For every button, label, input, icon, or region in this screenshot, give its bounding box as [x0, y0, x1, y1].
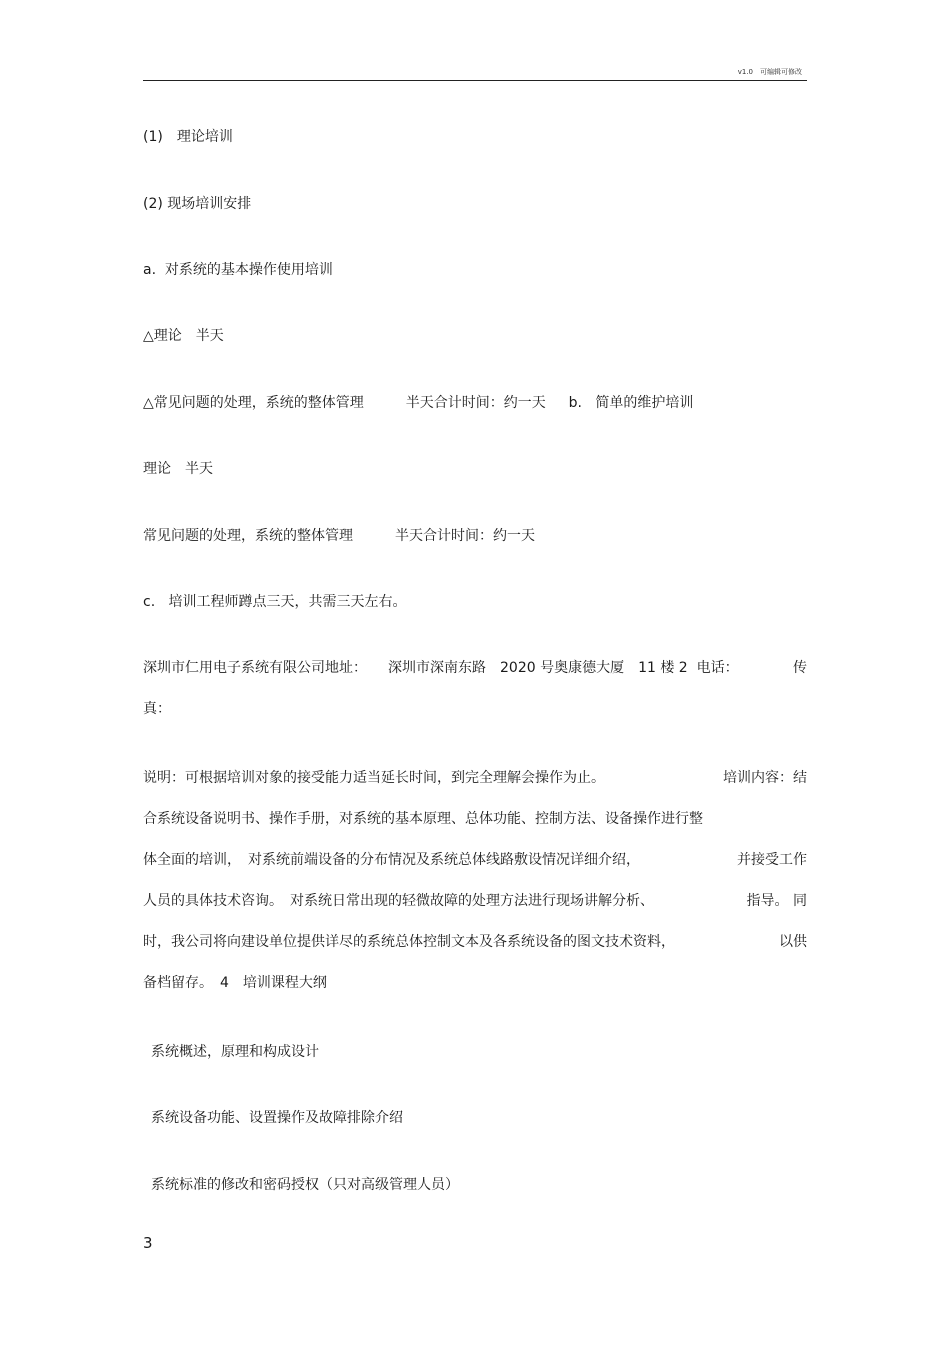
outline-item-standards: 系统标准的修改和密码授权（只对高级管理人员） — [151, 1177, 459, 1193]
item-basic-operation: a. 对系统的基本操作使用培训 — [143, 262, 333, 278]
outline-item-equipment: 系统设备功能、设置操作及故障排除介绍 — [151, 1110, 403, 1126]
address-text: 深圳市仁用电子系统有限公司地址： 深圳市深南东路 2020 号奥康德大厦 11 楼 2 电话： — [143, 660, 739, 676]
desc-line-6: 备档留存。 4 培训课程大纲 — [143, 975, 327, 991]
item-engineer-onsite: c. 培训工程师蹲点三天，共需三天左右。 — [143, 594, 407, 610]
desc-line-3: 体全面的培训， 对系统前端设备的分布情况及系统总体线路敷设情况详细介绍， — [143, 852, 640, 868]
company-address — [143, 659, 807, 741]
desc-line-1: 说明：可根据培训对象的接受能力适当延长时间，到完全理解会操作为止。 — [143, 770, 605, 786]
item-common-problems: △常见问题的处理，系统的整体管理 半天合计时间：约一天 b. 简单的维护培训 — [143, 395, 694, 411]
item-theory-training: (1) 理论培训 — [143, 129, 233, 145]
outline-item-overview: 系统概述，原理和构成设计 — [151, 1044, 319, 1060]
item-theory-half-day-2: 理论 半天 — [143, 461, 213, 477]
desc-line-2: 合系统设备说明书、操作手册，对系统的基本原理、总体功能、控制方法、设备操作进行整 — [143, 811, 703, 827]
header-note: v1.0 可编辑可修改 — [737, 68, 802, 76]
desc-line-4: 人员的具体技术咨询。 对系统日常出现的轻微故障的处理方法进行现场讲解分析、 — [143, 893, 654, 909]
address-fax-start: 传 — [793, 660, 807, 676]
desc-line-1-end: 培训内容：结 — [723, 770, 807, 786]
desc-line-5: 时，我公司将向建设单位提供详尽的系统总体控制文本及各系统设备的图文技术资料， — [143, 934, 675, 950]
desc-line-5-end: 以供 — [779, 934, 807, 950]
address-fax-cont: 真： — [143, 701, 171, 717]
header-rule — [143, 80, 807, 81]
description-paragraph — [143, 769, 807, 1015]
item-common-problems-2: 常见问题的处理，系统的整体管理 半天合计时间：约一天 — [143, 528, 535, 544]
desc-line-3-end: 并接受工作 — [737, 852, 807, 868]
page-number: 3 — [143, 1234, 153, 1252]
desc-line-4-end: 指导。 同 — [746, 893, 807, 909]
item-theory-half-day: △理论 半天 — [143, 328, 224, 344]
item-onsite-training: (2) 现场培训安排 — [143, 196, 252, 212]
